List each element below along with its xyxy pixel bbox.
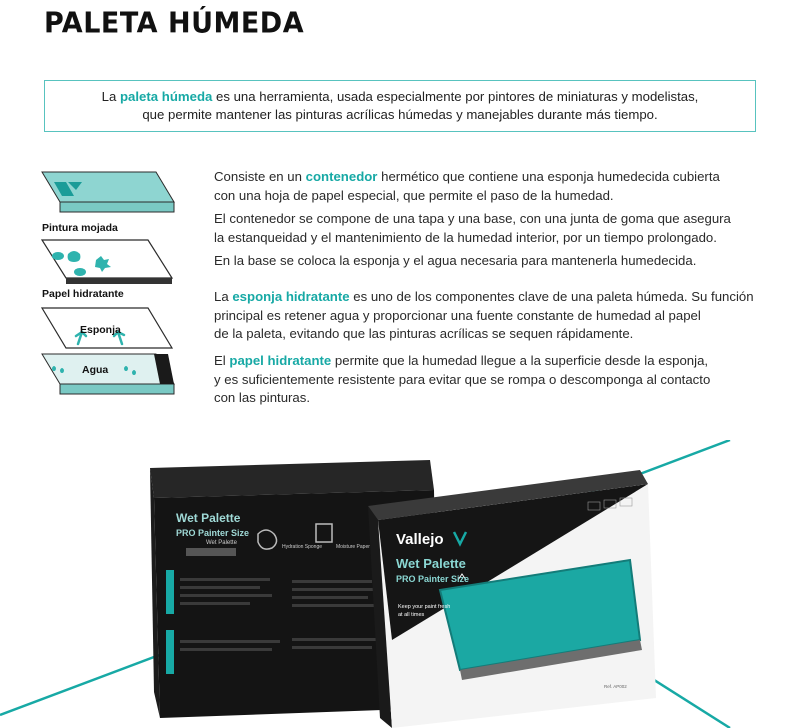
p5-line2: y es suficientemente resistente para evitar que se rompa o descomponga al contacto [214, 371, 711, 387]
front-brand: Vallejo [396, 531, 444, 548]
back-item-3: Moisture Paper [336, 544, 370, 550]
paragraph-container-parts [214, 210, 774, 247]
label-water: Agua [82, 364, 109, 376]
back-box-name: Wet Palette [176, 511, 241, 525]
paragraph-container [214, 168, 774, 205]
base-edge [60, 384, 174, 394]
back-item-1: Wet Palette [206, 540, 237, 546]
intro-line-1 [45, 88, 755, 106]
p5-line3: con las pinturas. [214, 390, 311, 405]
p3-line1: En la base se coloca la esponja y el agua necesaria para mantenerla humedecida. [214, 253, 697, 268]
paper-edge [66, 278, 172, 284]
intro-line1-rest: es una herramienta, usada especialmente por pintores de miniaturas y modelistas, [212, 89, 699, 104]
label-wet-paint: Pintura mojada [42, 222, 118, 234]
p1-prefix: Consiste en un [214, 169, 306, 184]
back-palette-graphic [186, 548, 236, 556]
p4-line2: principal es retener agua y proporcionar una fuente constante de humedad al papel [214, 307, 701, 323]
p4-line1-rest: es uno de los componentes clave de una paleta húmeda. Su función [349, 289, 754, 304]
p2-line1: El contenedor se compone de una tapa y una base, con una junta de goma que asegura [214, 211, 731, 226]
paint-blob-icon [74, 268, 86, 276]
intro-prefix: La [101, 89, 120, 104]
paragraph-paper [214, 352, 774, 408]
p4-line3: de la paleta, evitando que las pinturas acrílicas se sequen rápidamente. [214, 326, 634, 341]
intro-highlight: paleta húmeda [120, 89, 213, 104]
p5-prefix: El [214, 353, 230, 368]
p4-highlight: esponja hidratante [232, 289, 350, 304]
p5-line1-rest: permite que la humedad llegue a la superficie desde la esponja, [331, 353, 709, 368]
diagram-illustration [38, 168, 188, 400]
front-name: Wet Palette [396, 556, 466, 571]
p4-prefix: La [214, 289, 233, 304]
lid-edge [60, 202, 174, 212]
back-side-tab [166, 570, 174, 614]
paragraph-base [214, 252, 774, 271]
front-tagline-2: at all times [398, 612, 425, 618]
front-size: PRO Painter Size [396, 574, 470, 584]
label-sponge: Esponja [80, 324, 121, 336]
page-title: PALETA HÚMEDA [44, 7, 305, 40]
front-tagline-1: Keep your paint fresh [398, 604, 451, 610]
paint-blob-icon [52, 252, 64, 260]
back-box-size: PRO Painter Size [176, 528, 250, 538]
back-item-2: Hydration Sponge [282, 544, 323, 550]
p1-highlight: contenedor [305, 169, 378, 184]
intro-box [44, 80, 756, 132]
label-hydrating-paper: Papel hidratante [42, 288, 124, 300]
front-ref: Ref. AP002 [604, 684, 627, 689]
intro-line-2: que permite mantener las pinturas acrílicas húmedas y manejables durante más tiempo. [142, 107, 658, 122]
back-side-tab [166, 630, 174, 674]
p2-line2: la estanqueidad y el mantenimiento de la humedad interior, por un tiempo prolongado. [214, 229, 717, 245]
p1-line1-rest: hermético que contiene una esponja humedecida cubierta [377, 169, 720, 184]
wet-palette-diagram [38, 168, 188, 400]
p1-line2: con una hoja de papel especial, que permite el paso de la humedad. [214, 187, 614, 203]
product-illustration [0, 440, 800, 728]
product-photo [0, 440, 800, 728]
paragraph-sponge [214, 288, 774, 344]
p5-highlight: papel hidratante [229, 353, 332, 368]
